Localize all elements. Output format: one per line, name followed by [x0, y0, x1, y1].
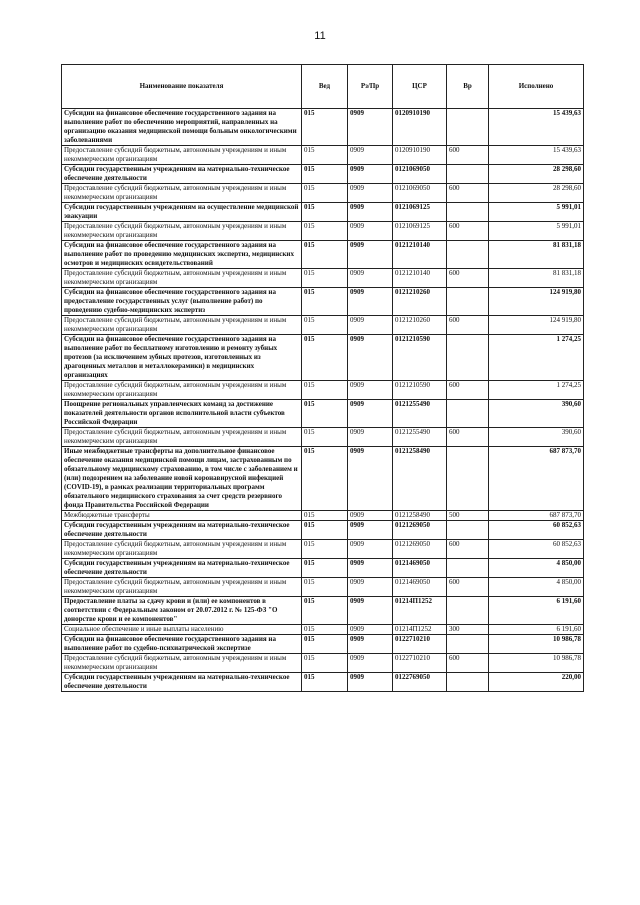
row-vr-cell: 600 — [447, 540, 489, 559]
row-ved-cell: 015 — [302, 203, 348, 222]
table-row — [62, 511, 584, 521]
row-ved-cell: 015 — [302, 625, 348, 635]
row-ved-cell: 015 — [302, 184, 348, 203]
row-amount-cell: 5 991,01 — [489, 222, 584, 241]
row-ved-cell: 015 — [302, 428, 348, 447]
row-rzpr-cell: 0909 — [348, 635, 393, 654]
row-amount-cell: 15 439,63 — [489, 109, 584, 146]
row-vr-cell: 600 — [447, 428, 489, 447]
row-csr-cell: 0121210260 — [393, 316, 447, 335]
row-vr-cell — [447, 597, 489, 625]
table-row — [62, 146, 584, 165]
row-name-cell: Субсидии на финансовое обеспечение государственного задания на предоставление государственных услуг (выполнение работ) по проведению судебно-медицинских экспертиз — [62, 288, 302, 316]
table-row — [62, 165, 584, 184]
row-name-cell: Предоставление платы за сдачу крови и (или) ее компонентов в соответствии с Федеральным законом от 20.07.2012 г. № 125-ФЗ "О донорстве крови и ее компонентов" — [62, 597, 302, 625]
row-rzpr-cell: 0909 — [348, 222, 393, 241]
row-name-cell: Предоставление субсидий бюджетным, автономным учреждениям и иным некоммерческим организациям — [62, 578, 302, 597]
row-csr-cell: 0121269050 — [393, 540, 447, 559]
table-row — [62, 447, 584, 511]
row-rzpr-cell: 0909 — [348, 625, 393, 635]
row-name-cell: Социальное обеспечение и иные выплаты населению — [62, 625, 302, 635]
row-csr-cell: 0120910190 — [393, 109, 447, 146]
table-row — [62, 428, 584, 447]
row-ved-cell: 015 — [302, 146, 348, 165]
row-csr-cell: 0121269050 — [393, 521, 447, 540]
row-rzpr-cell: 0909 — [348, 109, 393, 146]
row-name-cell: Предоставление субсидий бюджетным, автономным учреждениям и иным некоммерческим организациям — [62, 381, 302, 400]
row-vr-cell — [447, 447, 489, 511]
row-vr-cell: 600 — [447, 222, 489, 241]
row-vr-cell — [447, 288, 489, 316]
column-header-rzpr: Рз/Пр — [348, 65, 393, 109]
row-rzpr-cell: 0909 — [348, 184, 393, 203]
column-header-name: Наименование показателя — [62, 65, 302, 109]
row-name-cell: Предоставление субсидий бюджетным, автономным учреждениям и иным некоммерческим организациям — [62, 540, 302, 559]
table-row — [62, 578, 584, 597]
row-csr-cell: 0121069125 — [393, 203, 447, 222]
table-row — [62, 335, 584, 381]
row-rzpr-cell: 0909 — [348, 654, 393, 673]
row-rzpr-cell: 0909 — [348, 559, 393, 578]
row-csr-cell: 0122710210 — [393, 635, 447, 654]
row-rzpr-cell: 0909 — [348, 511, 393, 521]
row-ved-cell: 015 — [302, 165, 348, 184]
table-header-row — [62, 65, 584, 109]
row-rzpr-cell: 0909 — [348, 146, 393, 165]
row-vr-cell — [447, 241, 489, 269]
row-amount-cell: 6 191,60 — [489, 597, 584, 625]
row-amount-cell: 10 986,78 — [489, 654, 584, 673]
row-name-cell: Субсидии государственным учреждениям на материально-техническое обеспечение деятельности — [62, 673, 302, 692]
table-row — [62, 184, 584, 203]
table-row — [62, 597, 584, 625]
row-csr-cell: 0121210590 — [393, 335, 447, 381]
row-ved-cell: 015 — [302, 447, 348, 511]
table-row — [62, 109, 584, 146]
table-row — [62, 203, 584, 222]
row-csr-cell: 0121069125 — [393, 222, 447, 241]
row-ved-cell: 015 — [302, 269, 348, 288]
row-name-cell: Субсидии государственным учреждениям на осуществление медицинской эвакуации — [62, 203, 302, 222]
row-vr-cell — [447, 335, 489, 381]
row-vr-cell: 500 — [447, 511, 489, 521]
row-amount-cell: 220,00 — [489, 673, 584, 692]
row-rzpr-cell: 0909 — [348, 165, 393, 184]
row-vr-cell: 300 — [447, 625, 489, 635]
table-row — [62, 269, 584, 288]
row-amount-cell: 6 191,60 — [489, 625, 584, 635]
row-csr-cell: 0121258490 — [393, 447, 447, 511]
row-ved-cell: 015 — [302, 241, 348, 269]
row-ved-cell: 015 — [302, 578, 348, 597]
column-header-ved: Вед — [302, 65, 348, 109]
row-name-cell: Субсидии на финансовое обеспечение государственного задания на выполнение работ по обеспечению мероприятий, направленных на организацию оказания медицинской помощи больным онкологическими заболеваниями — [62, 109, 302, 146]
row-name-cell: Предоставление субсидий бюджетным, автономным учреждениям и иным некоммерческим организациям — [62, 146, 302, 165]
row-rzpr-cell: 0909 — [348, 428, 393, 447]
row-csr-cell: 0121069050 — [393, 184, 447, 203]
table-row — [62, 288, 584, 316]
row-amount-cell: 28 298,60 — [489, 165, 584, 184]
row-ved-cell: 015 — [302, 400, 348, 428]
row-amount-cell: 81 831,18 — [489, 241, 584, 269]
row-vr-cell — [447, 165, 489, 184]
row-vr-cell — [447, 559, 489, 578]
row-rzpr-cell: 0909 — [348, 241, 393, 269]
row-csr-cell: 0121255490 — [393, 400, 447, 428]
row-csr-cell: 0121210140 — [393, 241, 447, 269]
row-name-cell: Субсидии на финансовое обеспечение государственного задания на выполнение работ по проведению медицинских экспертиз, медицинских осмотров и медицинских освидетельствований — [62, 241, 302, 269]
row-name-cell: Предоставление субсидий бюджетным, автономным учреждениям и иным некоммерческим организациям — [62, 184, 302, 203]
row-ved-cell: 015 — [302, 511, 348, 521]
table-row — [62, 635, 584, 654]
row-vr-cell — [447, 673, 489, 692]
row-name-cell: Субсидии государственным учреждениям на материально-техническое обеспечение деятельности — [62, 559, 302, 578]
row-amount-cell: 390,60 — [489, 428, 584, 447]
row-rzpr-cell: 0909 — [348, 578, 393, 597]
row-name-cell: Предоставление субсидий бюджетным, автономным учреждениям и иным некоммерческим организациям — [62, 654, 302, 673]
row-csr-cell: 0121069050 — [393, 165, 447, 184]
row-ved-cell: 015 — [302, 654, 348, 673]
row-rzpr-cell: 0909 — [348, 288, 393, 316]
row-name-cell: Субсидии на финансовое обеспечение государственного задания на выполнение работ по судебно-психиатрической экспертизе — [62, 635, 302, 654]
row-ved-cell: 015 — [302, 109, 348, 146]
row-rzpr-cell: 0909 — [348, 597, 393, 625]
table-body — [62, 109, 584, 692]
row-name-cell: Субсидии государственным учреждениям на материально-техническое обеспечение деятельности — [62, 165, 302, 184]
row-ved-cell: 015 — [302, 288, 348, 316]
row-vr-cell — [447, 521, 489, 540]
row-vr-cell: 600 — [447, 381, 489, 400]
row-name-cell: Иные межбюджетные трансферты на дополнительное финансовое обеспечение оказания медицинской помощи лицам, застрахованным по обязательному медицинскому страхованию, в том числе с заболеванием и (или) подозрением на заболевание новой коронавирусной инфекцией (COVID-19), в рамках реализации территориальных программ обязательного медицинского страхования за счет средств резервного фонда Правительства Российской Федерации — [62, 447, 302, 511]
row-amount-cell: 124 919,80 — [489, 316, 584, 335]
row-vr-cell: 600 — [447, 654, 489, 673]
row-csr-cell: 0121469050 — [393, 559, 447, 578]
table-row — [62, 521, 584, 540]
row-amount-cell: 10 986,78 — [489, 635, 584, 654]
row-amount-cell: 1 274,25 — [489, 335, 584, 381]
table-row — [62, 673, 584, 692]
row-ved-cell: 015 — [302, 559, 348, 578]
row-vr-cell: 600 — [447, 146, 489, 165]
row-ved-cell: 015 — [302, 222, 348, 241]
row-rzpr-cell: 0909 — [348, 316, 393, 335]
table-row — [62, 241, 584, 269]
table-row — [62, 381, 584, 400]
row-ved-cell: 015 — [302, 521, 348, 540]
row-name-cell: Предоставление субсидий бюджетным, автономным учреждениям и иным некоммерческим организациям — [62, 316, 302, 335]
row-amount-cell: 15 439,63 — [489, 146, 584, 165]
column-header-amount: Исполнено — [489, 65, 584, 109]
row-name-cell: Субсидии на финансовое обеспечение государственного задания на выполнение работ по бесплатному изготовлению и ремонту зубных протезов (за исключением зубных протезов, изготовленных из драгоценных металлов и металлокерамики) в медицинских организациях — [62, 335, 302, 381]
row-rzpr-cell: 0909 — [348, 447, 393, 511]
row-amount-cell: 60 852,63 — [489, 521, 584, 540]
table-row — [62, 316, 584, 335]
table-row — [62, 625, 584, 635]
row-csr-cell: 0121258490 — [393, 511, 447, 521]
row-vr-cell: 600 — [447, 184, 489, 203]
table-row — [62, 400, 584, 428]
column-header-vr: Вр — [447, 65, 489, 109]
row-name-cell: Предоставление субсидий бюджетным, автономным учреждениям и иным некоммерческим организациям — [62, 428, 302, 447]
row-vr-cell — [447, 400, 489, 428]
row-vr-cell: 600 — [447, 578, 489, 597]
row-csr-cell: 0122769050 — [393, 673, 447, 692]
row-csr-cell: 0121210140 — [393, 269, 447, 288]
row-amount-cell: 60 852,63 — [489, 540, 584, 559]
row-amount-cell: 124 919,80 — [489, 288, 584, 316]
column-header-csr: ЦСР — [393, 65, 447, 109]
row-vr-cell — [447, 635, 489, 654]
row-ved-cell: 015 — [302, 381, 348, 400]
row-csr-cell: 0121255490 — [393, 428, 447, 447]
row-amount-cell: 4 850,00 — [489, 559, 584, 578]
row-amount-cell: 28 298,60 — [489, 184, 584, 203]
row-csr-cell: 0122710210 — [393, 654, 447, 673]
row-rzpr-cell: 0909 — [348, 203, 393, 222]
row-rzpr-cell: 0909 — [348, 673, 393, 692]
row-rzpr-cell: 0909 — [348, 269, 393, 288]
row-name-cell: Предоставление субсидий бюджетным, автономным учреждениям и иным некоммерческим организациям — [62, 222, 302, 241]
row-amount-cell: 4 850,00 — [489, 578, 584, 597]
row-rzpr-cell: 0909 — [348, 381, 393, 400]
row-ved-cell: 015 — [302, 673, 348, 692]
row-csr-cell: 0121210590 — [393, 381, 447, 400]
row-csr-cell: 01214П1252 — [393, 625, 447, 635]
row-vr-cell — [447, 203, 489, 222]
row-vr-cell — [447, 109, 489, 146]
row-csr-cell: 0120910190 — [393, 146, 447, 165]
table-row — [62, 654, 584, 673]
row-vr-cell: 600 — [447, 316, 489, 335]
row-ved-cell: 015 — [302, 316, 348, 335]
table-row — [62, 540, 584, 559]
row-name-cell: Субсидии государственным учреждениям на материально-техническое обеспечение деятельности — [62, 521, 302, 540]
row-amount-cell: 687 873,70 — [489, 511, 584, 521]
table-row — [62, 559, 584, 578]
row-name-cell: Поощрение региональных управленческих команд за достижение показателей деятельности органов исполнительной власти субъектов Российской Федерации — [62, 400, 302, 428]
row-amount-cell: 5 991,01 — [489, 203, 584, 222]
row-amount-cell: 687 873,70 — [489, 447, 584, 511]
row-name-cell: Межбюджетные трансферты — [62, 511, 302, 521]
row-amount-cell: 81 831,18 — [489, 269, 584, 288]
row-name-cell: Предоставление субсидий бюджетным, автономным учреждениям и иным некоммерческим организациям — [62, 269, 302, 288]
table-row — [62, 222, 584, 241]
row-ved-cell: 015 — [302, 635, 348, 654]
row-csr-cell: 01214П1252 — [393, 597, 447, 625]
row-ved-cell: 015 — [302, 597, 348, 625]
row-rzpr-cell: 0909 — [348, 335, 393, 381]
row-ved-cell: 015 — [302, 540, 348, 559]
row-amount-cell: 1 274,25 — [489, 381, 584, 400]
row-rzpr-cell: 0909 — [348, 521, 393, 540]
row-vr-cell: 600 — [447, 269, 489, 288]
row-csr-cell: 0121210260 — [393, 288, 447, 316]
budget-execution-table — [61, 64, 584, 692]
row-csr-cell: 0121469050 — [393, 578, 447, 597]
page-number: 11 — [314, 30, 326, 42]
row-rzpr-cell: 0909 — [348, 400, 393, 428]
row-ved-cell: 015 — [302, 335, 348, 381]
row-rzpr-cell: 0909 — [348, 540, 393, 559]
row-amount-cell: 390,60 — [489, 400, 584, 428]
